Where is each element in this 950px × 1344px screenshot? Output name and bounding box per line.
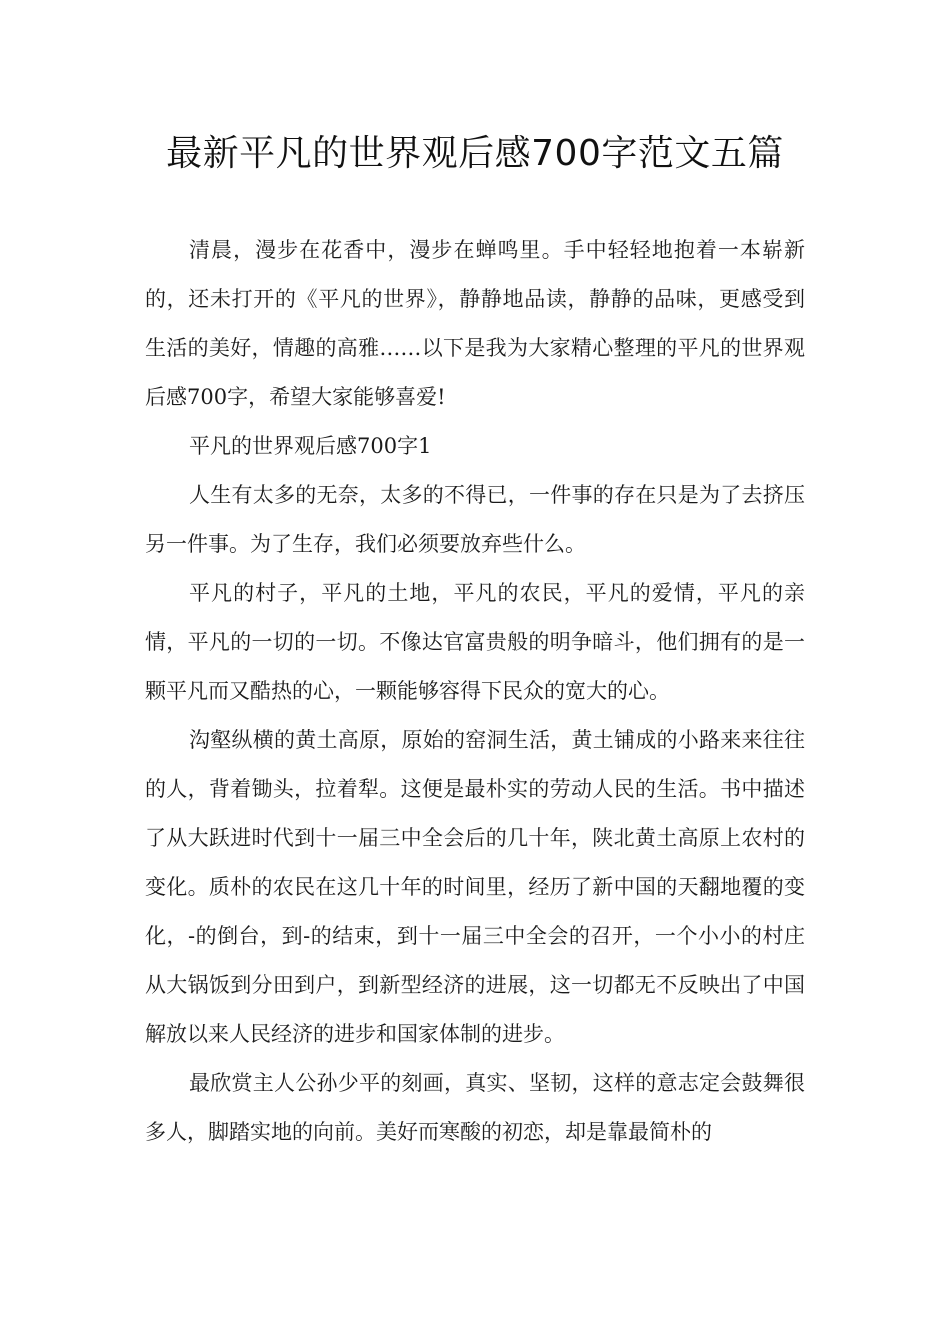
body-paragraph: 平凡的村子，平凡的土地，平凡的农民，平凡的爱情，平凡的亲情，平凡的一切的一切。不像达官富贵般的明争暗斗，他们拥有的是一颗平凡而又酷热的心，一颗能够容得下民众的宽大的心。 — [145, 581, 805, 703]
intro-paragraph: 清晨，漫步在花香中，漫步在蝉鸣里。手中轻轻地抱着一本崭新的，还未打开的《平凡的世界》，静静地品读，静静的品味，更感受到生活的美好，情趣的高雅……以下是我为大家精心整理的平凡的世界观后感700字，希望大家能够喜爱! — [145, 238, 805, 409]
document-body — [145, 226, 805, 1157]
body-paragraph: 最欣赏主人公孙少平的刻画，真实、坚韧，这样的意志定会鼓舞很多人，脚踏实地的向前。美好而寒酸的初恋，却是靠最简朴的 — [145, 1071, 805, 1144]
body-paragraph: 人生有太多的无奈，太多的不得已，一件事的存在只是为了去挤压另一件事。为了生存，我们必须要放弃些什么。 — [145, 483, 805, 556]
section-heading: 平凡的世界观后感700字1 — [189, 434, 432, 458]
document-title: 最新平凡的世界观后感700字范文五篇 — [166, 133, 784, 174]
body-paragraph: 沟壑纵横的黄土高原，原始的窑洞生活，黄土铺成的小路来来往往的人，背着锄头，拉着犁。这便是最朴实的劳动人民的生活。书中描述了从大跃进时代到十一届三中全会后的几十年，陕北黄土高原上农村的变化。质朴的农民在这几十年的时间里，经历了新中国的天翻地覆的变化，-的倒台，到-的结束，到十一届三中全会的召开，一个小小的村庄从大锅饭到分田到户，到新型经济的进展，这一切都无不反映出了中国解放以来人民经济的进步和国家体制的进步。 — [145, 728, 805, 1046]
